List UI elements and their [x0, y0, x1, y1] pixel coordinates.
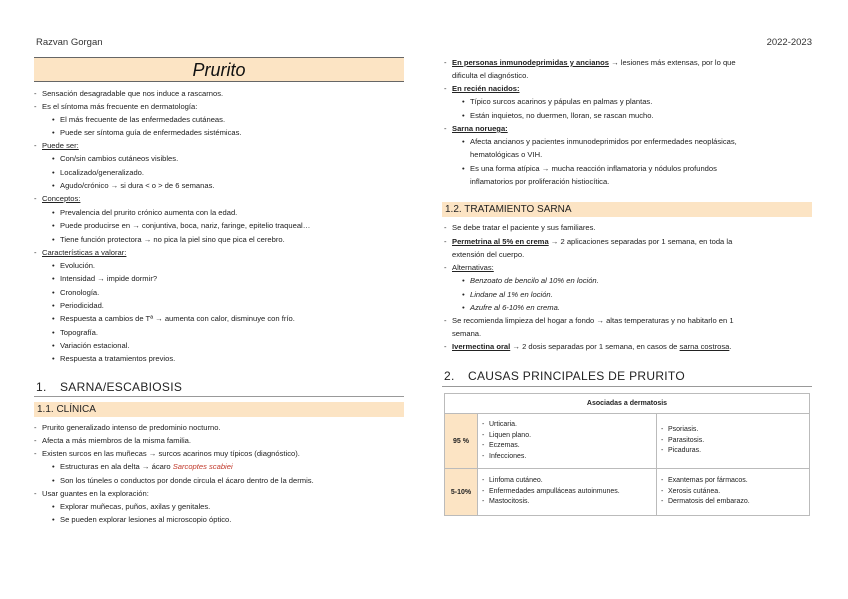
clinica-line: - Existen surcos en las muñecas → surcos acarinos muy típicos (diagnóstico). — [34, 449, 300, 459]
noruega-item: • Afecta ancianos y pacientes inmunodeprimidos por enfermedades neoplásicas, — [462, 137, 737, 147]
noruega-item-cont: hematológicas o VIH. — [470, 150, 543, 159]
nacidos-label — [444, 84, 520, 94]
limpieza-line-2: semana. — [452, 329, 482, 338]
section-2-rule — [442, 386, 812, 387]
alternativas-item: • Azufre al 6-10% en crema. — [462, 303, 560, 313]
caracteristicas-item: • Respuesta a tratamientos previos. — [52, 354, 175, 364]
list-item: - Psoriasis. — [661, 425, 805, 436]
table-row — [445, 469, 810, 516]
page-title-box — [34, 57, 404, 82]
sarna-costrosa: sarna costrosa — [679, 342, 730, 351]
list-item: - Xerosis cutánea. — [661, 487, 805, 498]
noruega-item: • Es una forma atípica → mucha reacción inflamatoria y nódulos profundos — [462, 164, 717, 174]
table-header: Asociadas a dermatosis — [445, 394, 810, 414]
intro-line-2: - Es el síntoma más frecuente en dermatología: — [34, 102, 197, 112]
conceptos-item: • Puede producirse en → conjuntiva, boca, nariz, faringe, epitelio traqueal… — [52, 221, 310, 231]
alternativas-label — [444, 263, 494, 273]
permetrina-line — [444, 237, 732, 247]
caracteristicas-item: • Cronología. — [52, 288, 99, 298]
intro-sub-1: • El más frecuente de las enfermedades cutáneas. — [52, 115, 225, 125]
ivermectina-text: → 2 dosis separadas por 1 semana, en casos de — [510, 342, 680, 351]
ivermectina-label: Ivermectina oral — [452, 342, 511, 351]
inmuno-label: En personas inmunodeprimidas y ancianos — [452, 58, 609, 67]
table-header-row — [445, 394, 810, 414]
subsection-1-1: 1.1. CLÍNICA — [34, 402, 404, 417]
caracteristicas-item: • Respuesta a cambios de Tª → aumenta con calor, disminuye con frío. — [52, 314, 295, 324]
clinica-line: - Prurito generalizado intenso de predominio nocturno. — [34, 423, 221, 433]
nacidos-item: • Están inquietos, no duermen, lloran, se rascan mucho. — [462, 111, 654, 121]
intro-sub-2: • Puede ser síntoma guía de enfermedades sistémicas. — [52, 128, 242, 138]
puede-ser-item: • Localizado/generalizado. — [52, 168, 144, 178]
tratamiento-line: - Se debe tratar el paciente y sus familiares. — [444, 223, 596, 233]
section-1-title: SARNA/ESCABIOSIS — [60, 380, 183, 394]
alternativas-item: • Lindane al 1% en loción. — [462, 290, 553, 300]
noruega-text: Sarna noruega: — [452, 124, 508, 133]
caracteristicas-item: • Evolución. — [52, 261, 95, 271]
nacidos-text: En recién nacidos: — [452, 84, 520, 93]
list-item: - Urticaria. — [482, 420, 652, 431]
list-item: - Enfermedades ampulláceas autoinmunes. — [482, 487, 652, 498]
causes-table — [444, 393, 810, 516]
puede-ser-label — [34, 141, 79, 151]
section-2-number: 2. — [444, 369, 455, 383]
table-cell — [478, 414, 657, 469]
list-item: - Eczemas. — [482, 441, 652, 452]
section-1-rule — [34, 396, 404, 397]
conceptos-item: • Prevalencia del prurito crónico aumenta con la edad. — [52, 208, 237, 218]
clinica-sub-b: • Son los túneles o conductos por donde circula el ácaro dentro de la dermis. — [52, 476, 314, 486]
noruega-label — [444, 124, 508, 134]
table-cell — [657, 414, 810, 469]
list-item: - Mastocitosis. — [482, 497, 652, 508]
ivermectina-period: . — [729, 342, 732, 351]
list-item: - Dermatosis del embarazo. — [661, 497, 805, 508]
intro-line-1: - Sensación desagradable que nos induce a rascarnos. — [34, 89, 223, 99]
table-cell — [478, 469, 657, 516]
header-year: 2022-2023 — [766, 37, 812, 48]
puede-ser-text: Puede ser: — [42, 141, 79, 150]
inmuno-line-2: dificulta el diagnóstico. — [452, 71, 529, 80]
alternativas-item: • Benzoato de bencilo al 10% en loción. — [462, 276, 599, 286]
list-item: - Liquen plano. — [482, 431, 652, 442]
alternativas-text: Alternativas: — [452, 263, 494, 272]
inmuno-text: → lesiones más extensas, por lo que — [608, 58, 736, 67]
conceptos-text: Conceptos: — [42, 194, 81, 203]
nacidos-item: • Típico surcos acarinos y pápulas en palmas y plantas. — [462, 97, 652, 107]
permetrina-text: → 2 aplicaciones separadas por 1 semana, en toda la — [548, 237, 733, 246]
guantes-item: • Explorar muñecas, puños, axilas y genitales. — [52, 502, 210, 512]
inmuno-line — [444, 58, 736, 68]
header-author: Razvan Gorgan — [36, 37, 103, 48]
conceptos-label — [34, 194, 80, 204]
table-pct: 5-10% — [445, 469, 478, 516]
permetrina-line-2: extensión del cuerpo. — [452, 250, 525, 259]
guantes-item: • Se pueden explorar lesiones al microscopio óptico. — [52, 515, 231, 525]
list-item: - Linfoma cutáneo. — [482, 476, 652, 487]
caracteristicas-label — [34, 248, 126, 258]
section-1-number: 1. — [36, 380, 47, 394]
noruega-item-cont: inflamatorios por proliferación histiocítica. — [470, 177, 610, 186]
caracteristicas-text: Características a valorar: — [42, 248, 127, 257]
ivermectina-line — [444, 342, 731, 352]
table-cell — [657, 469, 810, 516]
page-title: Prurito — [192, 60, 246, 80]
clinica-sub-a — [52, 462, 233, 472]
section-2-title: CAUSAS PRINCIPALES DE PRURITO — [468, 369, 685, 383]
list-item: - Picaduras. — [661, 446, 805, 457]
clinica-sub-a-text: Estructuras en ala delta → ácaro — [60, 462, 173, 471]
caracteristicas-item: • Variación estacional. — [52, 341, 130, 351]
puede-ser-item: • Agudo/crónico → si dura < o > de 6 semanas. — [52, 181, 215, 191]
list-item: - Exantemas por fármacos. — [661, 476, 805, 487]
species-name: Sarcoptes scabiei — [172, 462, 233, 471]
caracteristicas-item: • Topografía. — [52, 328, 98, 338]
puede-ser-item: • Con/sin cambios cutáneos visibles. — [52, 154, 178, 164]
subsection-1-2: 1.2. TRATAMIENTO SARNA — [442, 202, 812, 217]
limpieza-line: - Se recomienda limpieza del hogar a fondo → altas temperaturas y no habitarlo en 1 — [444, 316, 734, 326]
clinica-line: - Afecta a más miembros de la misma familia. — [34, 436, 191, 446]
caracteristicas-item: • Periodicidad. — [52, 301, 104, 311]
conceptos-item: • Tiene función protectora → no pica la piel sino que pica el cerebro. — [52, 235, 285, 245]
table-pct: 95 % — [445, 414, 478, 469]
table-row — [445, 414, 810, 469]
permetrina-label: Permetrina al 5% en crema — [452, 237, 549, 246]
list-item: - Parasitosis. — [661, 436, 805, 447]
caracteristicas-item: • Intensidad → impide dormir? — [52, 274, 157, 284]
guantes-line: - Usar guantes en la exploración: — [34, 489, 149, 499]
list-item: - Infecciones. — [482, 452, 652, 463]
